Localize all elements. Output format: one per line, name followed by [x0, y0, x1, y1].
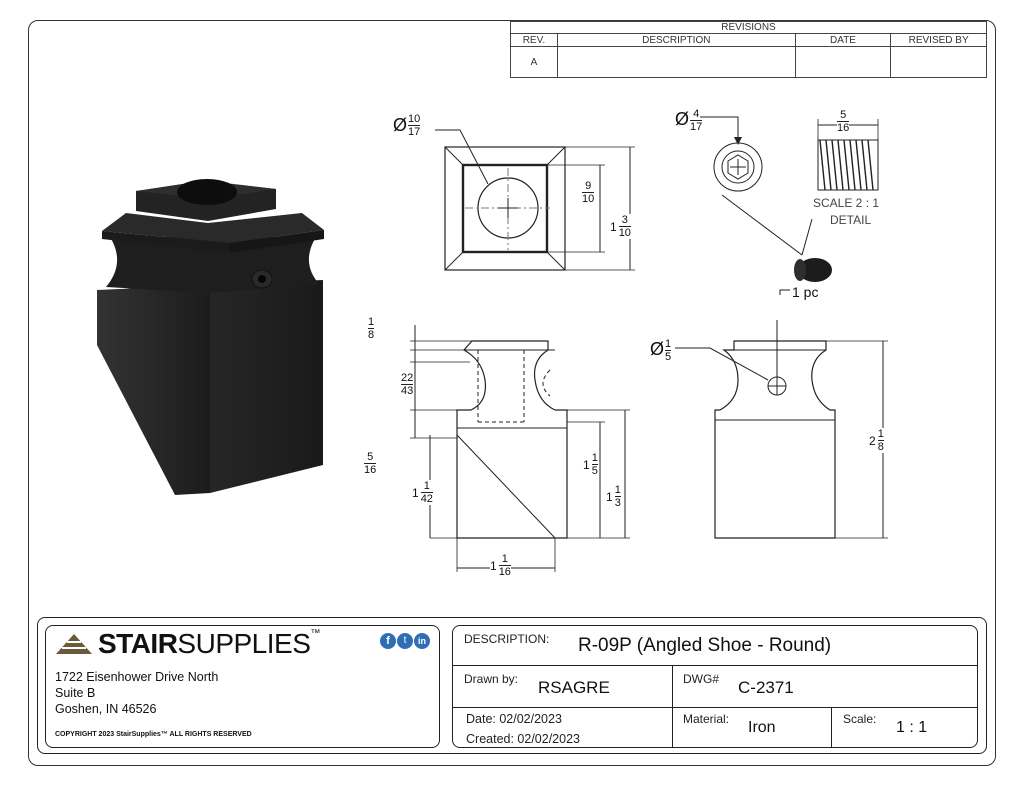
detail-scale-note: SCALE 2 : 1	[813, 196, 880, 210]
info-divider-v1	[672, 665, 673, 748]
base-top-dim: 5 16	[364, 451, 377, 476]
facebook-icon[interactable]: f	[380, 633, 396, 649]
address-line-3: Goshen, IN 46526	[55, 702, 157, 716]
front-view	[360, 310, 680, 590]
screw-diameter-icon: Ø	[675, 109, 690, 129]
social-icons	[380, 633, 430, 649]
description-header: DESCRIPTION	[557, 34, 795, 47]
scale-label: Scale:	[843, 712, 877, 726]
rev-cell: A	[511, 47, 558, 78]
body-height-dim: 1 1 3	[606, 484, 621, 509]
part-render	[80, 175, 330, 495]
dwg-value: C-2371	[738, 678, 794, 697]
info-divider-1	[452, 665, 978, 666]
side-view	[640, 320, 900, 550]
revisions-table	[510, 21, 987, 78]
address-line-2: Suite B	[55, 686, 96, 700]
rev-header: REV.	[511, 34, 558, 47]
copyright-note: COPYRIGHT 2023 StairSupplies™ ALL RIGHTS RESERVED	[55, 731, 252, 738]
cap-height-dim: 1 8	[368, 316, 375, 341]
description-label: DESCRIPTION:	[464, 632, 550, 646]
created-text: Created: 02/02/2023	[466, 732, 580, 746]
top-hole-dia-dim: 10 17	[408, 113, 421, 138]
material-value: Iron	[748, 719, 776, 736]
top-inner-dim: 9 10	[582, 180, 595, 205]
total-height-dim: 2 1 8	[869, 428, 884, 453]
stairsupplies-logo-icon	[54, 630, 94, 658]
screw-len-dim: 5 16	[837, 109, 850, 134]
info-divider-2	[452, 707, 978, 708]
rev-revised-by-cell	[891, 47, 987, 78]
top-outer-dim: 1 3 10	[610, 214, 631, 239]
dwg-label: DWG#	[683, 672, 719, 686]
side-diameter-icon: Ø	[650, 339, 665, 359]
scale-value: 1 : 1	[896, 719, 928, 736]
brand-wordmark: STAIRSUPPLIES™	[98, 628, 320, 659]
drawn-by-label: Drawn by:	[464, 672, 519, 686]
detail-note: DETAIL	[830, 213, 872, 227]
neck-height-dim: 22 43	[401, 372, 414, 397]
date-header: DATE	[795, 34, 891, 47]
rev-description-cell	[557, 47, 795, 78]
date-text: Date: 02/02/2023	[466, 712, 562, 726]
side-hole-dia-dim: 1 5	[665, 338, 672, 363]
diameter-icon: Ø	[393, 115, 408, 135]
revisions-title: REVISIONS	[511, 22, 987, 34]
angle-height-dim: 1 1 42	[412, 480, 433, 505]
linkedin-icon[interactable]: in	[414, 633, 430, 649]
twitter-icon[interactable]: t	[397, 633, 413, 649]
revised-by-header: REVISED BY	[891, 34, 987, 47]
address-line-1: 1722 Eisenhower Drive North	[55, 670, 219, 684]
drawn-by-value: RSAGRE	[538, 678, 610, 697]
description-value: R-09P (Angled Shoe - Round)	[578, 635, 832, 656]
info-divider-v2	[831, 707, 832, 748]
top-view	[390, 110, 650, 280]
material-label: Material:	[683, 712, 730, 726]
pieces-note: 1 pc	[792, 284, 819, 300]
rev-date-cell	[795, 47, 891, 78]
screw-dia-dim: 4 17	[690, 108, 703, 133]
bottom-width-dim: 1 1 16	[490, 553, 511, 578]
inner-height-dim: 1 1 5	[583, 452, 598, 477]
